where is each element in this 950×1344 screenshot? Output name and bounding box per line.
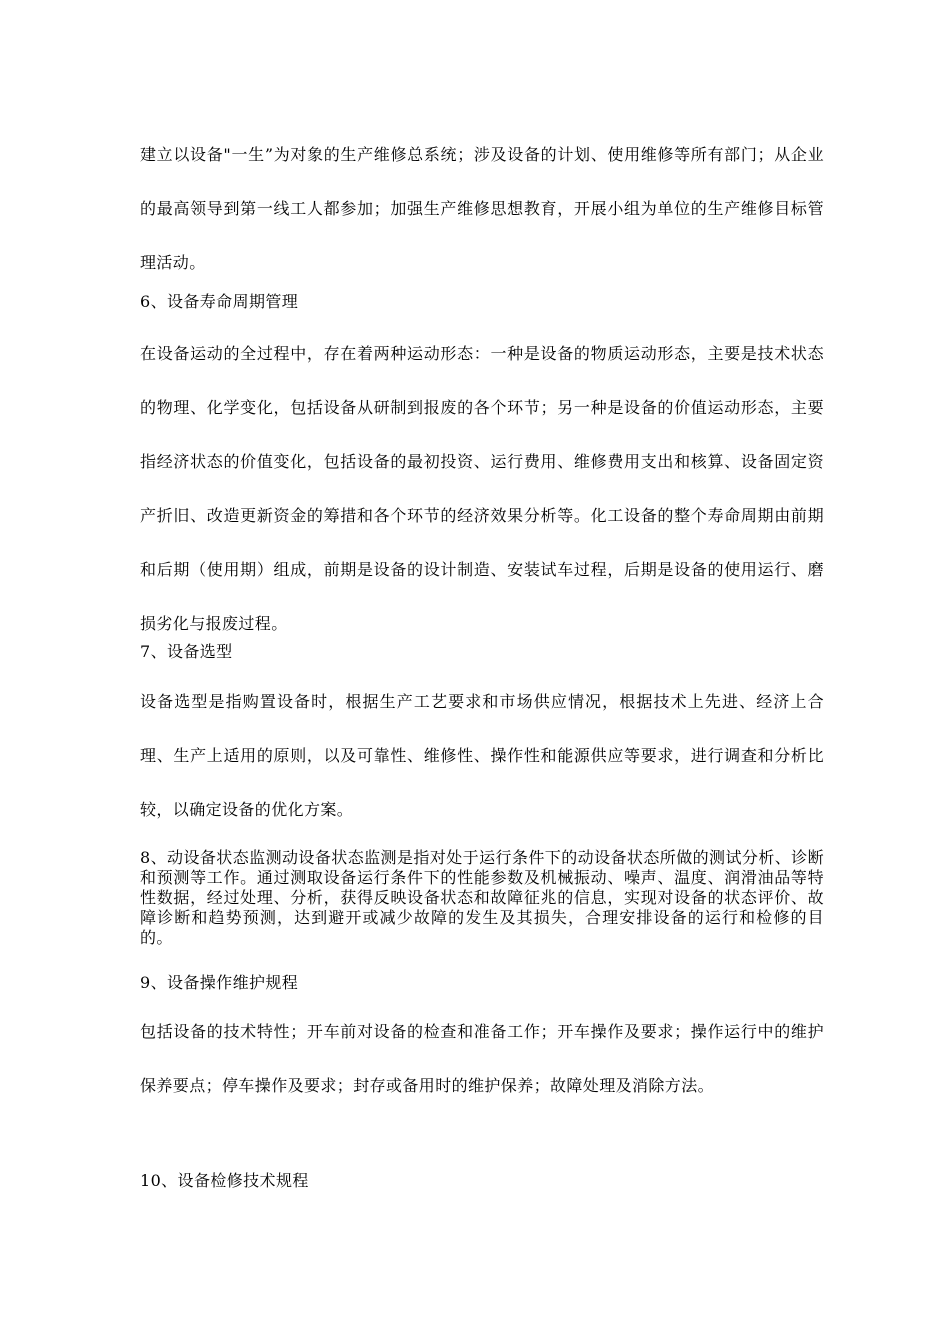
heading-7-equipment-selection: 7、设备选型	[140, 642, 233, 661]
paragraph-equipment-selection: 设备选型是指购置设备时，根据生产工艺要求和市场供应情况，根据技术上先进、经济上合理、生产上适用的原则，以及可靠性、维修性、操作性和能源供应等要求，进行调查和分析比较，以确定设备的优化方案。	[140, 692, 824, 819]
heading-10-maintenance-technical-rules: 10、设备检修技术规程	[140, 1171, 309, 1190]
paragraph-operation-maintenance-rules: 包括设备的技术特性；开车前对设备的检查和准备工作；开车操作及要求；操作运行中的维护保养要点；停车操作及要求；封存或备用时的维护保养；故障处理及消除方法。	[140, 1022, 824, 1095]
heading-6-lifecycle-management: 6、设备寿命周期管理	[140, 292, 299, 311]
paragraph-tpm-system: 建立以设备"一生”为对象的生产维修总系统；涉及设备的计划、使用维修等所有部门；从企业的最高领导到第一线工人都参加；加强生产维修思想教育，开展小组为单位的生产维修目标管理活动。	[140, 145, 824, 272]
paragraph-lifecycle-management: 在设备运动的全过程中，存在着两种运动形态：一种是设备的物质运动形态，主要是技术状态的物理、化学变化，包括设备从研制到报废的各个环节；另一种是设备的价值运动形态，主要指经济状态的价值变化，包括设备的最初投资、运行费用、维修费用支出和核算、设备固定资产折旧、改造更新资金的筹措和各个环节的经济效果分析等。化工设备的整个寿命周期由前期和后期（使用期）组成，前期是设备的设计制造、安装试车过程，后期是设备的使用运行、磨损劣化与报废过程。	[140, 344, 824, 633]
paragraph-8-condition-monitoring: 8、动设备状态监测动设备状态监测是指对处于运行条件下的动设备状态所做的测试分析、诊断和预测等工作。通过测取设备运行条件下的性能参数及机械振动、噪声、温度、润滑油品等特性数据，经过处理、分析，获得反映设备状态和故障征兆的信息，实现对设备的状态评价、故障诊断和趋势预测，达到避开或减少故障的发生及其损失，合理安排设备的运行和检修的目的。	[140, 848, 824, 947]
heading-9-operation-maintenance-rules: 9、设备操作维护规程	[140, 973, 299, 992]
